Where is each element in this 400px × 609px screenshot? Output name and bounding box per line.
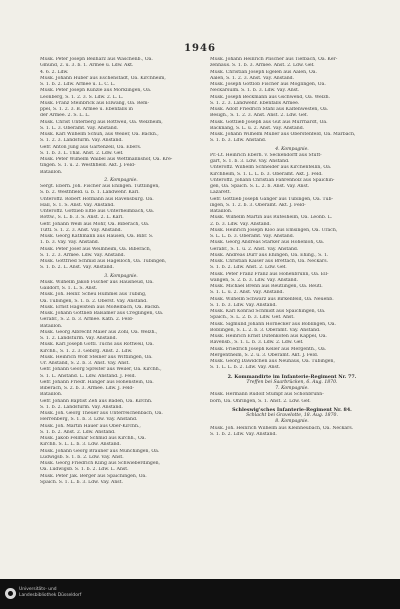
text-line: Ur. Anstand, S. 2. b. 3. Anst. Vay. Anst. — [40, 361, 130, 366]
text-line: Gerabr., S. 1. u. 2. Anst. Vay. Anstand. — [210, 246, 299, 252]
text-line: S. 1. b. 3. Ldw. Anstand. — [210, 138, 267, 144]
text-line: Musk. Peter Wilhelm Waibel aus Wettmannshof, Oa. Kre- — [40, 157, 173, 162]
text-line: S. 1. b. 2. Ldw. Armee u. L. C. L. — [40, 82, 116, 87]
text-line: Pr.-Lt. Heinrich Eberh. v. Seckendorff aus Stutt- — [210, 152, 322, 158]
text-line: S. 1. 2. Landsturm. Vay. Anstand. — [40, 336, 118, 341]
text-line: Tuttl. S. 1. 2. 3. Anst. Vay. Anstand. — [40, 227, 123, 233]
text-line: Unteroffz. Robert Hofmann aus Ravensburg. Oa. — [40, 196, 154, 202]
text-line: Musk. Heinrich Ernst Dutenkofen aus Kappel, Oa. — [210, 334, 327, 339]
text-line: Musk. Andreas Dürr aus Ehingen, Oa. Ehing., S. 1. — [210, 252, 329, 258]
text-line: S. 1. L. L. b. 2. Ldw. Vay. Anst. — [210, 365, 281, 371]
text-line: S. 1. b. 2. Landsturm. Vay. Anstand. — [40, 404, 123, 410]
text-line: Musk. Adolf Friedrich Stahl aus Kaltenwesten, Oa. — [210, 107, 329, 112]
text-line: S. 1. b. 2. L. Anst. Vay. Anstand. — [40, 265, 114, 271]
text-line: S. 1. 2. 3. Landwehr. Ebenfalls Armee. — [210, 100, 300, 106]
text-line: Besigh., S. 1. 2. 3. Anst. Anst. 2. Ldw. Gef. — [210, 113, 308, 119]
text-line: Gefr. Johann Baptist Zeh aus Baden, Oa. Kirchh. — [40, 398, 153, 404]
text-line: Rottw., S. L. b. 3. S. Anst. 2. L. Karl. — [40, 215, 124, 221]
text-line: Musk. Johann Gottlieb Balsamer aus Creglingen, Oa. — [40, 311, 164, 316]
text-line: Musk. Joh. Heinr. Scheu Hummel aus Tübing, — [40, 292, 147, 298]
text-line: S. 1. 2. 3. Armee. Ldw. Vay. Anstand. — [40, 252, 126, 258]
text-line: Kirchheim, S. 1. L. L. b. 3. Oberamt. Akt. J. Feld. — [210, 171, 323, 177]
text-line: Musk. Johann Heinrich Plischer aus Tiefbach, Oa. Ker- — [210, 57, 338, 62]
text-line: Mergentheim, S. 2. u. 3. Oberamt. Akt. J. Feld. — [210, 352, 319, 358]
text-line: Gmünd, 2. u. 3. b. 1. Armee u. Ldw. Akt. — [40, 63, 134, 69]
text-line: Lazarett. — [210, 190, 232, 196]
section-heading: 8. Kompagnie. — [275, 419, 309, 425]
text-line: Musk. Gottfried Schmid aus Hagelloch, Oa. Tübingen, — [40, 259, 167, 264]
text-line: Musk. Jakob Fellmar Schmid aus Kirchh., Oa. — [40, 436, 146, 441]
text-line: Neckarsulm. S. 1. b. 3. Ldw. Vay. Anst. — [210, 88, 300, 94]
text-line: Biberach, S. 2. b. 3. Armee. Ldw. J. Feld- — [40, 386, 134, 391]
text-line: Oa. Ludwigsb. S. 1. b. 2. Ldw. L. Anst. — [40, 467, 129, 473]
text-line: Bataillon. — [40, 169, 63, 175]
text-line: gart, S. 1. b. 3. Ldw. Vay. Anstand. — [210, 159, 290, 164]
regiment-heading: Schleswig'sches Infanterie-Regiment Nr. 84. — [232, 406, 352, 413]
text-line: S. 1. b. 2. Ldw. Vay. Anstand. — [210, 431, 277, 437]
text-line: Musk. Christian Kaiser aus Brettach, Oa. Neckars. — [210, 259, 329, 264]
text-line: Musk. Joseph Gottlob Fischer aus Möglingen, Oa. — [210, 82, 326, 87]
text-line: Musk. Heinrich Wolf Steiner aus Wittlingen, Oa. — [40, 354, 153, 360]
text-line: Musk. Wilhelm Schwarz aus Birkenfeld, Oa. Neuenb. — [210, 296, 334, 302]
library-credit — [19, 587, 81, 599]
text-line: S. 1. b. 3. L. Thal. Anst. 2. Ldw. Gef. — [40, 150, 124, 156]
text-line: Ravensb., S. 1. L. b. 3. Ldw. 2. Ldw. Gef. — [210, 340, 304, 346]
regiment-heading: 2. Kommandirte im Infanterie-Regiment Nr. 77. — [227, 373, 357, 380]
text-line: Musk. Karl Wilhelm Schuh, aus Weiler, Oa. Backn., — [40, 132, 159, 137]
text-line: Ludwigsb. S. 1. b. 2. Ldw. Vay. Anst. — [40, 454, 124, 460]
text-line: Backnang, S. L. u. 2. Anst. Vay. Anstand. — [210, 125, 305, 131]
text-line: Gaildorf, S. 1. L. S. Anst. — [40, 286, 98, 291]
text-line: S. 1. b. 2. Anst. 2. Ldw. Anstand. — [40, 429, 116, 435]
text-line: Musk. Georg Andreas Stärker aus Hohenloh, Oa. — [210, 240, 325, 246]
text-line: Gerabr., S. 2. b. 3. Armee. Kath. 2. Feld- — [40, 317, 134, 323]
text-line: Musk. Peter Joseph Künzle aus Mörklingen, Oa. — [40, 88, 152, 94]
text-line: der Armee. 2. S. L. L. — [40, 113, 90, 119]
text-line: 2. b. 3. Ldw. Vay. Anstand. — [210, 221, 271, 227]
section-heading: 7. Kompagnie. — [275, 386, 309, 391]
text-line: Musk. Peter Joseph Beilharz aus Wäschenb., Oa. — [40, 57, 153, 62]
section-heading: 3. Kompagnie. — [104, 273, 138, 279]
text-line: Musk. Gottlieb Joseph aus Gut aus Murrhardt, Oa. — [210, 119, 328, 125]
text-line: Musk. Wilhelm Martin aus Rutesheim, Oa. Leonb. L. — [210, 215, 333, 221]
text-line: 1. b. 3. Vay. Vay. Anstand. — [40, 240, 100, 246]
text-line: Herrenberg, S. 1. b. 3. Ldw. Vay. Anstand. — [40, 417, 138, 423]
text-line: Musk. Georg Friedrich Kling aus Schwieberdingen, — [40, 461, 160, 466]
text-line: Musk. Georg Albrecht Maier aus Zöhl, Oa. Welzh., — [40, 329, 158, 335]
text-line: Gefr. Johann Weiß aus Möhr, Oa. Biberach, Oa. — [40, 221, 150, 227]
text-line: Musk. Georg Dawidchen aus Neuhaus, Oa. Tübingen, — [210, 359, 335, 364]
text-line: Musk. Joh. Georg Theuer aus Unterreichenbach, Oa. — [40, 411, 163, 416]
text-line: Gefr. Johann Georg Spreiter aus Weiler, Oa. Kirchh., — [40, 367, 162, 373]
text-line: S. 1. L. Anstand. L. Ldw. Anstand. J. Feld. — [40, 373, 136, 379]
library-credit-line-1: Universitäts- und — [19, 587, 57, 592]
text-line: Musk. Christian Joseph Egelen aus Aalen, Oa. — [210, 69, 317, 75]
text-line: Sergt. Eberh. Joh. Fischer aus Ehingen. Tuttlingen, — [40, 184, 160, 189]
text-line: Musk. Michael Brenn aus Reutlingen, Oa. Reutl. — [210, 284, 323, 289]
text-line: gen, Oa. Spaich. S. L. 2. b. Anst. Vay. Anst. — [210, 184, 310, 189]
text-line: Musk. Karl Joseph Gottl. Tuchs aus Rottweil, Oa. — [40, 342, 154, 348]
text-line: Spaich. S. 1. L. b. 3. Ldw. Vay. Anst. — [40, 479, 123, 485]
text-line: Kirchh. S. L. L. b. 3. Ldw. Anstand. — [40, 442, 121, 448]
text-line: Aalen, S. 1. 2. 3. Anst. Vay. Anstand. — [210, 75, 295, 81]
text-line: Musk. Joh. Martin Hauer aus Ober-Kirchh., — [40, 423, 141, 429]
text-line: Musk. Franz Steinbrick aus Ellwang, Oa. Rem- — [40, 100, 150, 106]
text-line: tingen. S. 1. u. 2. Westhfield. Akt. J. Feld- — [40, 163, 136, 169]
text-line: Musk. Sigmund Johann Hornecker aus Böblingen, Oa. — [210, 321, 337, 327]
text-line: Unteroffz. Gottlieb Eltle aus Unterheimbach, Oa. — [40, 209, 155, 214]
library-footer-bar — [0, 579, 400, 609]
text-line: Kirchh., S. 1. 2. 3. Gebirg. Anst. 2. Ldw. — [40, 348, 133, 354]
text-line: Unteroffz. Johann Christian Fahrenholz aus Spaichin- — [210, 177, 335, 183]
text-line: Musk. Hermann Rudolf Stumpf aus Schönbrunn- — [210, 392, 324, 398]
text-line: Unteroffz. Wilhelm Schneider aus Kirchentellin, Oa. — [210, 165, 332, 171]
text-line: S. L. L. b. 3. Oberamt. Vay. Anstand. — [210, 234, 295, 239]
text-line: Musk. Georg Kathmann aus Hausen, Oa. Bibr. S. — [40, 234, 154, 239]
text-line: Musk. Johann Wilhelm Müller aus Oberstenfeld, Oa. Marbach, — [210, 132, 356, 137]
library-credit-line-2: Landesbibliothek Düsseldorf — [19, 593, 82, 598]
text-line: Musk. Johann Georg Brauner aus Münchingen, Oa. — [40, 448, 160, 454]
text-line: Gefr. Anton Jung aus Gartenzell, Oa. Ebers. — [40, 144, 142, 150]
text-line: Musk. Peter Jak. Berger aus Spaichingen, Oa. — [40, 473, 147, 479]
right-column — [210, 57, 374, 438]
text-line: ingen, S. 1. 2. b. 3. Oberamt. Akt. J. Feld- — [210, 202, 306, 208]
text-line: zenhaus. S. 1. b. 3. Armee. Anst. 2. Ldw. Gef. — [210, 63, 315, 69]
text-line: Spaich., S. L. 2. b. 3. Ldw. Gef. Anst. — [210, 315, 295, 321]
text-line: Musk. Joseph Beckmann aus Gschwend, Oa. Welzh. — [210, 94, 331, 100]
text-line: Gefr. Gottlieb Joseph Ganger aus Tübingen, Oa. Tüb- — [210, 196, 333, 202]
text-line: S. 1. 2. 3. Landsturm. Vay. Anstand. — [40, 138, 123, 144]
text-line: born, Oa. Öhringen, S. 1. Anst. 2. Ldw. Gef. — [210, 398, 311, 404]
left-column — [40, 57, 202, 486]
text-line: Musk. Peter Franz Franz aus Hohenbrunn, Oa. Ell- — [210, 271, 329, 277]
text-line: S. 1. b. 2. Ldw. Anst. 2. Ldw. Gef. — [210, 265, 287, 271]
text-line: Musk. Joh. Heinrich Wilhelm aus Kleinheubach, Oa. Neckars. — [210, 425, 354, 431]
text-line: S. 1. L. 3. Oberamt. Vay. Anstand. — [40, 125, 119, 131]
text-line: Musk. Christ Unterberg aus Rottweil, Oa. Welzheim, — [40, 119, 163, 125]
section-heading: Treffen bei Saarbrücken, 6. Aug. 1870. — [246, 379, 338, 385]
text-line: Musk. Ernst Hagelstein aus Moßelbach, Oa. Backn. — [40, 304, 161, 310]
text-line: Musk. Friedrich Joseph Keller aus Mergenth., Oa. — [210, 346, 327, 352]
text-line: Oa. Tübingen, S. 1. b. 2. Oberst. Vay. Anstand. — [40, 298, 148, 304]
text-line: Leonberg, S. 1. 2. 3. S. Ldw. 2. L. L. — [40, 94, 124, 100]
text-line: Musk. Johann Huber aus Eschenstadt, Oa. Kirchheim, — [40, 75, 166, 81]
text-line: wangen, S. 2. b. 3. Ldw. Vay. Anstand. — [210, 277, 299, 283]
text-line: S. b. 2. Westhfield. u. b. 1. Landwehr. Karl. — [40, 190, 140, 196]
text-line: Bataillon. — [40, 392, 63, 398]
text-line: Musk. Wilhelm Jakob Fischer aus Hausneud, Oa. — [40, 279, 154, 285]
text-line: ppel, S. 1. 2. 3. B. Armee u. Ebenfalls in — [40, 107, 133, 112]
text-line: Bataillon. — [210, 209, 233, 214]
text-line: Bataillon. — [40, 323, 63, 329]
library-logo-icon — [5, 588, 16, 599]
text-line: S. 1. L. u. 2. Anst. Vay. Anstand. — [210, 290, 284, 296]
section-heading: 2. Kompagnie. — [104, 177, 138, 183]
text-line: Hall, S. 1. S. Anst. Vay. Anstand. — [40, 202, 115, 208]
section-heading: Schlacht bei Gravelotte, 18. Aug. 1870. — [246, 413, 338, 418]
text-line: Musk. Peter Josef aus Weilnheim, Oa. Biberach, — [40, 246, 152, 252]
page-number: 1946 — [184, 43, 216, 54]
text-line: Böblingen, S. L. 2. b. 3. Oberamt. Vay. Anstand. — [210, 327, 321, 333]
text-line: S. 1. b. 3. Ldw. Vay. Anstand. — [210, 302, 277, 308]
text-line: 4. 6. 2. Ldw. — [40, 69, 69, 75]
section-heading: 4. Kompagnie. — [275, 146, 309, 152]
text-line: Musk. Karl Konrad Schmidt aus Spaichingen, Oa. — [210, 309, 326, 314]
text-line: Musk. Heinrich Joseph Kloo aus Emsingen, Oa. Urach, — [210, 227, 338, 233]
text-line: Gefr. Johann Friedr. Hanger aus Hohenstein, Oa. — [40, 379, 154, 385]
